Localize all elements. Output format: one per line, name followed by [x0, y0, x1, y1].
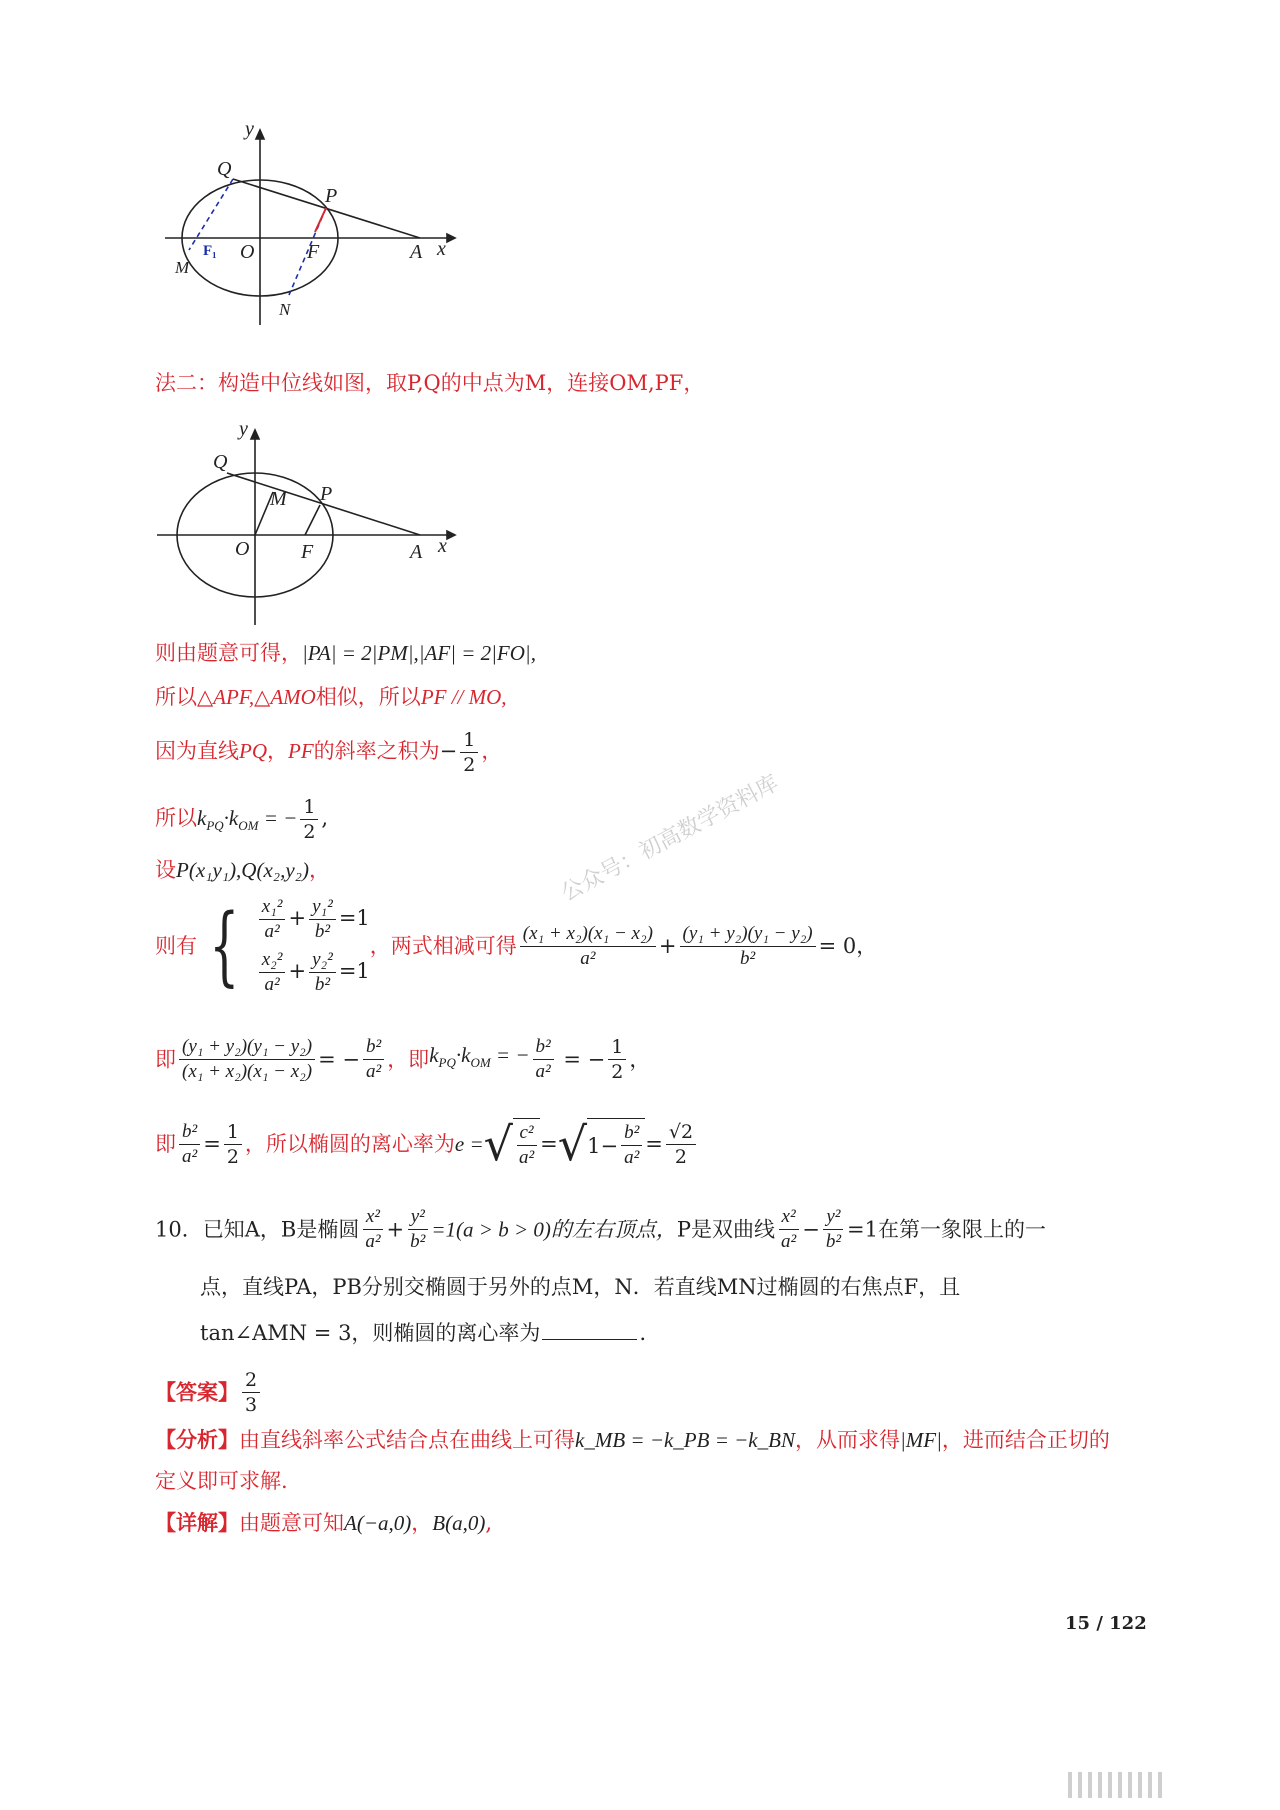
fig1-label-F1: F₁	[203, 243, 217, 259]
derivation-line-3: 因为直线PQ，PF的斜率之积为− $\frac{1}{2}$ ，	[155, 729, 503, 776]
detail-line-1: 【详解】由题意可知A(−a,0)，B(a,0),	[155, 1510, 493, 1535]
answer-blank	[542, 1339, 637, 1340]
fig1-label-y: y	[245, 125, 254, 140]
fig2-label-P: P	[320, 483, 333, 505]
figure-ellipse-2	[155, 425, 475, 630]
problem-10-line-3: tan∠AMN = 3，则椭圆的离心率为 ．	[200, 1321, 661, 1345]
watermark: 公众号：初高数学资料库	[557, 770, 783, 907]
analysis-line-2: 定义即可求解.	[155, 1469, 288, 1493]
fig1-label-Q: Q	[217, 158, 232, 180]
fig1-label-P: P	[325, 185, 338, 207]
derivation-line-6: 则有 { $\frac{\text{x₁²}}{\text{a²}}$ + $\frac{\text{y₁²}}{\text{b²}}$ =1 $\frac{\text{x₂²}}{\text{a²}}$ + $\frac{\text{y₂²}}{\text{b²}}$ =1 ，两式相减可得 $\frac{\text{(x₁ + x₂)(x₁ − x₂)}}{\text{a²}}$ + $\frac{\text{(y₁ + y₂)(y₁ − y₂)}}{\text{b²}}$ = 0，	[155, 896, 878, 996]
fig2-label-y: y	[239, 425, 248, 440]
derivation-line-1: 则由题意可得，|PA| = 2|PM|,|AF| = 2|FO|,	[155, 641, 536, 665]
fig2-label-O: O	[235, 538, 250, 560]
fig1-label-A: A	[410, 241, 423, 263]
answer-line: 【答案】 $\frac{2}{3}$	[155, 1368, 263, 1417]
fig2-label-A: A	[410, 541, 423, 563]
derivation-line-4: 所以$k_{PQ}\cdot k_{OM}$ = − $\frac{1}{2}$ ,	[155, 796, 329, 843]
derivation-line-7: 即 $\frac{\text{(y₁ + y₂)(y₁ − y₂)}}{\text{(x₁ + x₂)(x₁ − x₂)}}$ = − $\frac{\text{b²}}{\text{a²}}$ ，即$k_{PQ}\cdot k_{OM}$ = − $\frac{\text{b²}}{\text{a²}}$ = − $\frac{1}{2}$ ，	[155, 1036, 651, 1083]
fig1-label-N: N	[279, 300, 291, 319]
method2-heading: 法二：构造中位线如图，取P,Q的中点为M，连接OM,PF，	[155, 371, 705, 395]
derivation-line-8: 即 $\frac{\text{b²}}{\text{a²}}$ = $\frac{1}{2}$ ，所以椭圆的离心率为e = √ $\frac{\text{c²}}{\text{a²}}$ = √ 1− $\frac{\text{b²}}{\text{a²}}$ = $\frac{√2}{2}$	[155, 1118, 699, 1170]
fig1-label-x: x	[437, 238, 446, 260]
page-number: 15 / 122	[1065, 1613, 1147, 1634]
problem-10-line-2: 点，直线PA，PB分别交椭圆于另外的点M，N．若直线MN过椭圆的右焦点F，且	[200, 1275, 961, 1299]
fig2-label-M: M	[270, 488, 287, 510]
problem-10-line-1: 10．已知A，B是椭圆 $\frac{\text{x²}}{\text{a²}}$ + $\frac{\text{y²}}{\text{b²}}$ =1(a > b > 0)的左右顶点，P是双曲线 $\frac{\text{x²}}{\text{a²}}$ − $\frac{\text{y²}}{\text{b²}}$ =1在第一象限上的一	[155, 1206, 1046, 1252]
fig1-label-F: F	[307, 241, 320, 263]
fig2-label-x: x	[438, 535, 447, 557]
fig2-label-F: F	[301, 541, 314, 563]
fig2-label-Q: Q	[213, 451, 228, 473]
figure-ellipse-1	[155, 125, 475, 330]
fig1-label-O: O	[240, 241, 255, 263]
fig1-label-M: M	[175, 258, 190, 277]
analysis-line-1: 【分析】由直线斜率公式结合点在曲线上可得k_MB = −k_PB = −k_BN，从而求得|MF|，进而结合正切的	[155, 1427, 1110, 1452]
derivation-line-5: 设P(x₁y₁),Q(x₂,y₂)，	[155, 858, 330, 882]
derivation-line-2: 所以△APF,△AMO相似，所以PF // MO,	[155, 685, 507, 709]
